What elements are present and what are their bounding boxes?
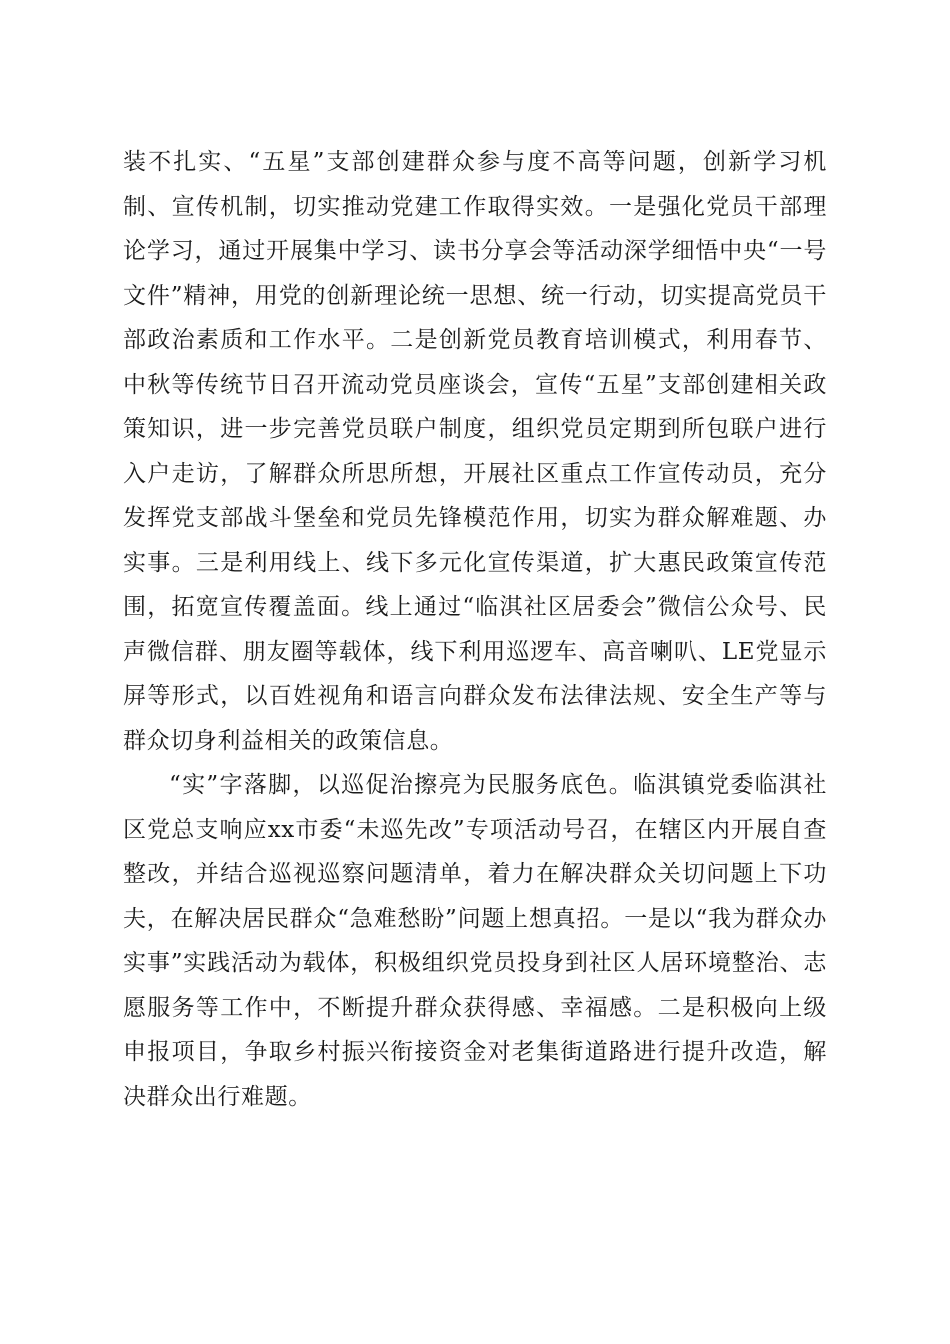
paragraph-inspection-rectification: “实”字落脚，以巡促治擦亮为民服务底色。临淇镇党委临淇社区党总支响应xx市委“未巡先改”专项活动号召，在辖区内开展自查整改，并结合巡视巡察问题清单，着力在解决群众关切问题上下功夫，在解决居民群众“急难愁盼”问题上想真招。一是以“我为群众办实事”实践活动为载体，积极组织党员投身到社区人居环境整治、志愿服务等工作中，不断提升群众获得感、幸福感。二是积极向上级申报项目，争取乡村振兴衔接资金对老集街道路进行提升改造，解决群众出行难题。 (123, 772, 827, 1110)
paragraph-party-building-study: 装不扎实、“五星”支部创建群众参与度不高等问题，创新学习机制、宣传机制，切实推动党建工作取得实效。一是强化党员干部理论学习，通过开展集中学习、读书分享会等活动深学细悟中央“一号文件”精神，用党的创新理论统一思想、统一行动，切实提高党员干部政治素质和工作水平。二是创新党员教育培训模式，利用春节、中秋等传统节日召开流动党员座谈会，宣传“五星”支部创建相关政策知识，进一步完善党员联户制度，组织党员定期到所包联户进行入户走访，了解群众所思所想，开展社区重点工作宣传动员，充分发挥党支部战斗堡垒和党员先锋模范作用，切实为群众解难题、办实事。三是利用线上、线下多元化宣传渠道，扩大惠民政策宣传范围，拓宽宣传覆盖面。线上通过“临淇社区居委会”微信公众号、民声微信群、朋友圈等载体，线下利用巡逻车、高音喇叭、LE党显示屏等形式，以百姓视角和语言向群众发布法律法规、安全生产等与群众切身利益相关的政策信息。 (123, 149, 827, 754)
document-body (123, 140, 827, 1119)
